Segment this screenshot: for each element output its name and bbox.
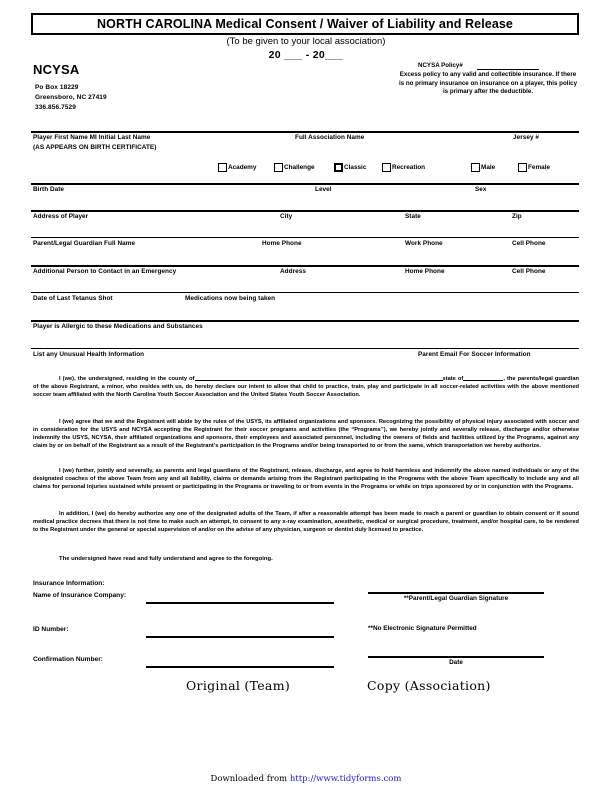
label-address-of-player: Address of Player: [33, 213, 89, 220]
label-level: Level: [315, 186, 332, 193]
consent-paragraph-4: [33, 510, 579, 534]
label-tetanus-date: Date of Last Tetanus Shot: [33, 295, 113, 302]
closing-statement: [33, 556, 579, 562]
field-rule-5: [31, 265, 579, 267]
field-rule-3: [31, 210, 579, 212]
label-full-association-name: Full Association Name: [295, 134, 365, 141]
consent-paragraph-2: [33, 418, 579, 450]
form-title-box: [31, 13, 579, 35]
policy-number-input[interactable]: [477, 69, 539, 70]
label-player-name: Player First Name MI Initial Last Name: [33, 134, 151, 141]
signature-date-caption: Date: [449, 659, 463, 666]
program-type-checkbox-group: [31, 163, 579, 177]
org-name: NCYSA: [33, 62, 80, 77]
org-address-line1: Po Box 18229: [35, 84, 79, 91]
checkbox-academy-icon[interactable]: [218, 163, 227, 172]
checkbox-item-classic[interactable]: [334, 163, 366, 172]
checkbox-label-male: Male: [481, 164, 496, 171]
checkbox-item-academy[interactable]: [218, 163, 256, 172]
label-jersey-number: Jersey #: [513, 134, 539, 141]
no-electronic-signature-note: **No Electronic Signature Permitted: [368, 625, 477, 632]
consent-paragraph-1: [33, 375, 579, 399]
checkbox-recreation-icon[interactable]: [382, 163, 391, 172]
label-cell-phone: Cell Phone: [512, 240, 546, 247]
label-unusual-health: List any Unusual Health Information: [33, 351, 145, 358]
id-number-input[interactable]: [146, 636, 334, 638]
footer-prefix: Downloaded from: [210, 774, 290, 784]
paragraph-1-part-a: I (we), the undersigned, residing in the county of: [59, 376, 195, 382]
download-footer: [0, 774, 612, 784]
policy-note-text: Excess policy to any valid and collectible insurance. If there is no primary insurance on insurance on a player, this policy is primary after the deductible.: [398, 71, 578, 96]
policy-number-label: NCYSA Policy#: [418, 62, 463, 69]
checkbox-label-female: Female: [528, 164, 551, 171]
org-phone: 336.856.7529: [35, 104, 76, 111]
field-rule-2: [31, 183, 579, 185]
label-parent-email: Parent Email For Soccer Information: [418, 351, 531, 358]
county-input[interactable]: [195, 380, 443, 381]
copy-association-label: Copy (Association): [367, 678, 491, 693]
checkbox-item-recreation[interactable]: [382, 163, 425, 172]
state-input[interactable]: [463, 380, 503, 381]
checkbox-item-male[interactable]: [471, 163, 495, 172]
label-sex: Sex: [475, 186, 487, 193]
paragraph-1-part-c: , the parents/legal guardian of the above Registrant, a minor, who resides with us, do hereby declare our intent to allow that child to practice, train, play and participate in all soccer-related activities with the above mentioned soccer team affiliated with the North Carolina Youth Soccer Association and the United States Youth Soccer Association.: [33, 376, 579, 399]
insurance-heading: Insurance Information:: [33, 580, 105, 587]
page-title: NORTH CAROLINA Medical Consent / Waiver of Liability and Release: [97, 17, 513, 31]
form-subtitle: (To be given to your local association): [226, 36, 386, 47]
insurance-company-input[interactable]: [146, 602, 334, 604]
label-parent-guardian-name: Parent/Legal Guardian Full Name: [33, 240, 136, 247]
closing-statement-text: The undersigned have read and fully understand and agree to the foregoing.: [59, 556, 273, 562]
label-allergies: Player is Allergic to these Medications and Substances: [33, 323, 203, 330]
field-rule-1: [31, 131, 579, 133]
checkbox-male-icon[interactable]: [471, 163, 480, 172]
footer-link[interactable]: http://www.tidyforms.com: [289, 774, 402, 784]
checkbox-label-academy: Academy: [228, 164, 257, 171]
confirmation-number-input[interactable]: [146, 666, 334, 668]
label-work-phone: Work Phone: [405, 240, 443, 247]
checkbox-label-recreation: Recreation: [392, 164, 426, 171]
checkbox-female-icon[interactable]: [518, 163, 527, 172]
guardian-signature-caption: **Parent/Legal Guardian Signature: [403, 595, 509, 602]
field-rule-8: [31, 348, 579, 349]
copy-original-label: Original (Team): [186, 678, 291, 693]
field-rule-4: [31, 237, 579, 238]
checkbox-classic-icon[interactable]: [334, 163, 343, 172]
paragraph-2-text: I (we) agree that we and the Registrant will abide by the rules of the USYS, its affiliated organizations and sponsors. Recognizing the possibility of physical injury associated with soccer and in consideration for the USYS and NCYSA accepting the Registrant for their soccer programs and activities (the “Programs”), we hereby jointly and severally release, discharge and/or otherwise indemnify the USYS, NCYSA, their affiliated organizations and sponsors, their employees and associated personnel, including the owners of fields and facilities utilized by the Programs, against any claim by or on behalf of the Registrant as a result of the Registrant's participation in the Programs and/or being transported to or from the same, which transportation we hereby authorize.: [33, 419, 579, 450]
paragraph-1-part-b: state of: [442, 376, 464, 382]
guardian-signature-input[interactable]: [368, 592, 544, 594]
label-insurance-company: Name of Insurance Company:: [33, 592, 127, 599]
label-emergency-address: Address: [280, 268, 306, 275]
label-state: State: [405, 213, 421, 220]
checkbox-item-female[interactable]: [518, 163, 550, 172]
field-rule-7: [31, 320, 579, 322]
label-zip: Zip: [512, 213, 522, 220]
org-address-line2: Greensboro, NC 27419: [35, 94, 107, 101]
label-emergency-cell-phone: Cell Phone: [512, 268, 546, 275]
label-id-number: ID Number:: [33, 626, 69, 633]
field-rule-6: [31, 292, 579, 293]
consent-paragraph-3: [33, 467, 579, 491]
checkbox-challenge-icon[interactable]: [274, 163, 283, 172]
label-home-phone: Home Phone: [262, 240, 302, 247]
paragraph-4-text: In addition, I (we) do hereby authorize any one of the designated adults of the Team, if after a reasonable attempt has been made to reach a parent or guardian to obtain consent or if sound medical practice decrees that there is not time to make such an attempt, to consent to any x-ray examination, anesthetic, medical or surgical procedure, treatment, and/or hospital care, to be rendered to the Registrant under the general or special supervision of and/or on the advise of any physician, surgeon or dentist duly licensed to practice.: [33, 511, 579, 534]
checkbox-label-classic: Classic: [344, 164, 367, 171]
label-player-name-note: (AS APPEARS ON BIRTH CERTIFICATE): [33, 144, 157, 151]
paragraph-3-text: I (we) further, jointly and severally, as parents and legal guardians of the Registrant, release, discharge, and agree to hold harmless and indemnify the above named individuals or any of the designated coaches of the above Team from any and all liability, claims or demands arising from the Registrant participating in the Programs with the above Team specifically to include any and all claims for personal injuries sustained while present or participating in the Programs or traveling to or from events in the Programs or while on trips sponsored by or in conjunction with the Programs.: [33, 468, 579, 491]
signature-date-input[interactable]: [368, 656, 544, 658]
label-emergency-home-phone: Home Phone: [405, 268, 445, 275]
label-emergency-contact: Additional Person to Contact in an Emergency: [33, 268, 177, 275]
label-city: City: [280, 213, 293, 220]
label-confirmation-number: Confirmation Number:: [33, 656, 103, 663]
checkbox-item-challenge[interactable]: [274, 163, 315, 172]
label-birth-date: Birth Date: [33, 186, 65, 193]
checkbox-label-challenge: Challenge: [284, 164, 315, 171]
season-year-field[interactable]: 20 ___ - 20___: [268, 49, 344, 61]
label-medications: Medications now being taken: [185, 295, 276, 302]
